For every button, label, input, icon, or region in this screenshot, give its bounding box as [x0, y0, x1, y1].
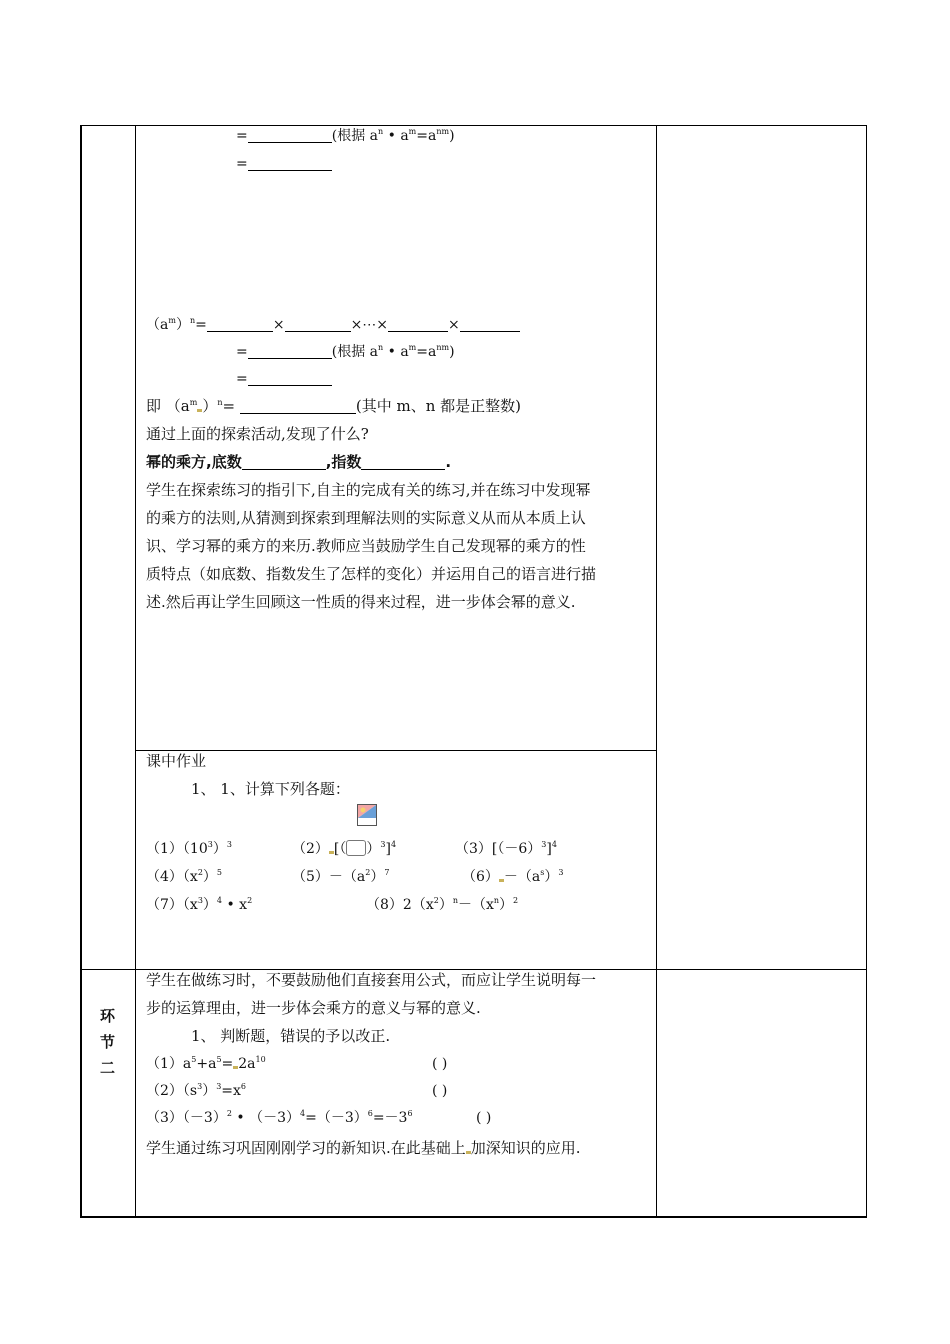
table-col-divider-1: [135, 125, 136, 1217]
section2-intro-line: 学生在做练习时，不要鼓励他们直接套用公式，而应让学生说明每一: [146, 971, 597, 989]
problem-1: $(1)(10^3)^3$: [146, 840, 232, 857]
discovery-question: 通过上面的探索活动,发现了什么?: [146, 425, 369, 443]
table-border-bottom: [80, 1216, 867, 1218]
problem-8: $(8)2(x^2)^n-(x^n)^2$: [366, 896, 519, 913]
judgment-3-blank[interactable]: ( ): [476, 1110, 492, 1126]
section2-item-heading: 1、 判断题，错误的予以改正.: [191, 1027, 391, 1045]
section-label-char: 环: [99, 1007, 115, 1025]
section2-intro-line: 步的运算理由，进一步体会乘方的意义与幂的意义.: [146, 999, 481, 1017]
judgment-1: $(1)a^5+a^5= 2a^{10}$: [146, 1055, 266, 1072]
problem-6: $(6) -(a^s)^3$: [462, 868, 564, 885]
problem-5: $(5)-(a^2)^7$: [292, 868, 390, 885]
power-rule-statement: 幂的乘方,底数 ,指数 .: [146, 453, 452, 471]
derivation-line-4: = (根据 $a^n$ • $a^m=a^{nm}$): [236, 343, 455, 360]
teaching-paragraph-line: 质特点（如底数、指数发生了怎样的变化）并运用自己的语言进行描: [146, 565, 597, 583]
table-border-top: [80, 125, 867, 126]
teaching-paragraph-line: 的乘方的法则,从猜测到探索到理解法则的实际意义从而从本质上认: [146, 509, 586, 527]
judgment-1-blank[interactable]: ( ): [432, 1056, 448, 1072]
homework-title: 课中作业: [146, 752, 207, 770]
problem-3: $(3)[(-6)^3]^4$: [455, 840, 557, 857]
teaching-paragraph-line: 述.然后再让学生回顾这一性质的得来过程，进一步体会幂的意义.: [146, 593, 576, 611]
teaching-paragraph-line: 识、学习幂的乘方的来历.教师应当鼓励学生自己发现幂的乘方的性: [146, 537, 586, 555]
section2-closing: 学生通过练习巩固刚刚学习的新知识.在此基础上 加深知识的应用.: [146, 1139, 581, 1157]
row-divider-section: [80, 969, 867, 970]
teaching-paragraph-line: 学生在探索练习的指引下,自主的完成有关的练习,并在练习中发现幂: [146, 481, 591, 499]
homework-item-heading: 1、 1、计算下列各题：: [191, 780, 350, 798]
judgment-2-blank[interactable]: ( ): [432, 1083, 448, 1099]
judgment-2: $(2)(s^3)^3=x^6$: [146, 1082, 247, 1099]
derivation-line-5: =: [236, 370, 332, 388]
section-label-char: 节: [99, 1033, 115, 1051]
derivation-line-2: =: [236, 155, 332, 173]
conclusion-formula: 即 （$a^m$ ）$^n$= (其中 m、n 都是正整数): [146, 397, 521, 415]
derivation-line-1: = (根据 $a^n$ • $a^m=a^{nm}$): [236, 127, 455, 144]
problem-4: $(4)(x^2)^5$: [146, 868, 222, 885]
problem-7: $(7)(x^3)^4$ • $x^2$: [146, 896, 253, 913]
power-expansion-line: $(a^m)^n=$ × ×⋯× ×: [146, 316, 520, 334]
table-col-divider-2: [656, 125, 657, 1217]
problem-2: （2） [（ ）$^3$]$^4$: [292, 840, 397, 857]
embedded-image-icon: [357, 804, 377, 826]
row-divider-inner: [135, 750, 657, 751]
table-border-left: [80, 125, 82, 1217]
table-border-right: [866, 125, 867, 1217]
section-label-char: 二: [99, 1059, 115, 1077]
judgment-3: $(3)(-3)^2$ • $(-3)^4=(-3)^6=-3^6$: [146, 1109, 413, 1126]
